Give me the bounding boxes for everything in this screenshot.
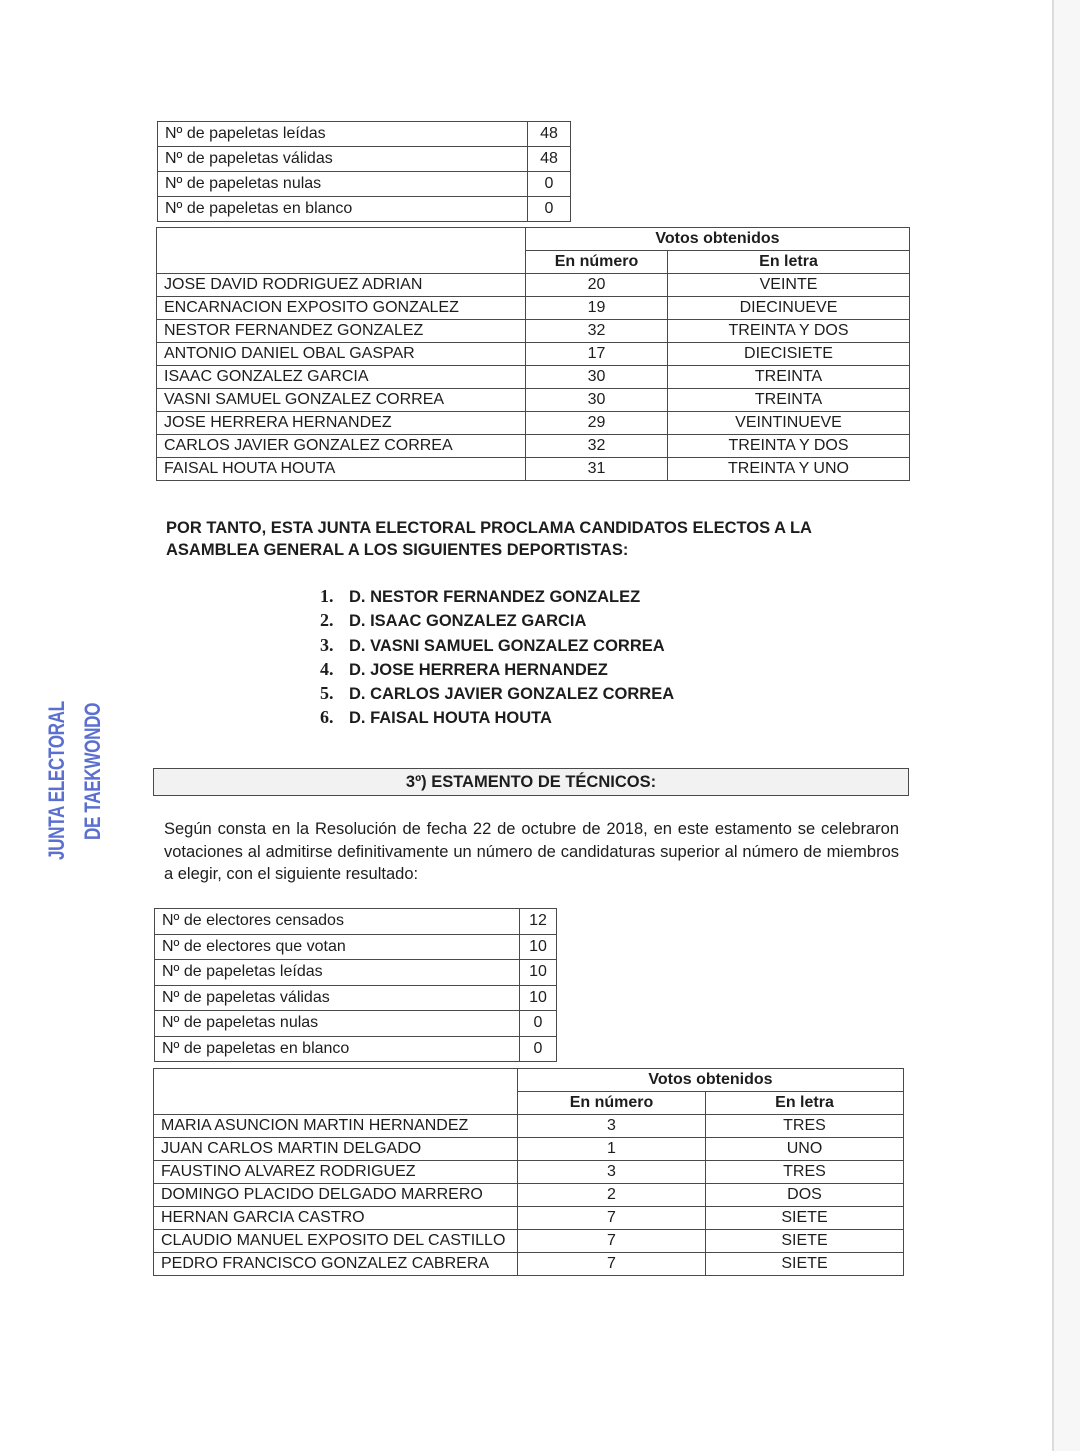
elected-name: D. FAISAL HOUTA HOUTA — [349, 709, 552, 728]
table-row — [157, 343, 910, 366]
stats-row — [155, 934, 557, 960]
elected-list — [320, 585, 674, 731]
stamp-line-1: JUNTA ELECTORAL — [44, 701, 69, 860]
candidate-name: MARIA ASUNCION MARTIN HERNANDEZ — [154, 1115, 518, 1138]
votes-letter: SIETE — [706, 1253, 904, 1276]
votes-letter: SIETE — [706, 1230, 904, 1253]
stats-label: Nº de papeletas nulas — [158, 172, 528, 197]
votes-number: 2 — [518, 1184, 706, 1207]
list-number: 1. — [320, 586, 334, 606]
stats-label: Nº de electores censados — [155, 909, 520, 935]
list-item — [320, 682, 674, 706]
votes-letter: DIECINUEVE — [668, 297, 910, 320]
candidate-name: CLAUDIO MANUEL EXPOSITO DEL CASTILLO — [154, 1230, 518, 1253]
stats-row — [155, 985, 557, 1011]
votes-number: 32 — [526, 435, 668, 458]
candidate-name: JUAN CARLOS MARTIN DELGADO — [154, 1138, 518, 1161]
stats-label: Nº de papeletas nulas — [155, 1011, 520, 1037]
stats-value: 48 — [528, 122, 571, 147]
candidate-name: DOMINGO PLACIDO DELGADO MARRERO — [154, 1184, 518, 1207]
votes-number: 1 — [518, 1138, 706, 1161]
votes-table — [156, 227, 910, 481]
candidate-name: VASNI SAMUEL GONZALEZ CORREA — [157, 389, 526, 412]
stats-row — [158, 147, 571, 172]
stats-value: 10 — [520, 934, 557, 960]
list-item — [320, 585, 674, 609]
list-item — [320, 634, 674, 658]
votes-letter: SIETE — [706, 1207, 904, 1230]
votes-header-row — [154, 1069, 904, 1092]
elected-name: D. JOSE HERRERA HERNANDEZ — [349, 660, 608, 679]
table-row — [154, 1230, 904, 1253]
candidate-name: ENCARNACION EXPOSITO GONZALEZ — [157, 297, 526, 320]
votes-number: 3 — [518, 1115, 706, 1138]
resolution-paragraph: Según consta en la Resolución de fecha 22 de octubre de 2018, en este estamento se celebraron votaciones al admitirse definitivamente un número de candidaturas superior al número de miembros a elegir, con el siguiente resultado: — [164, 820, 899, 883]
votes-letter: TRES — [706, 1161, 904, 1184]
candidate-name: NESTOR FERNANDEZ GONZALEZ — [157, 320, 526, 343]
stats-value: 10 — [520, 985, 557, 1011]
col-letter-header: En letra — [668, 251, 910, 274]
elected-name: D. ISAAC GONZALEZ GARCIA — [349, 612, 587, 631]
votes-letter: TREINTA Y DOS — [668, 320, 910, 343]
stats-row — [158, 122, 571, 147]
votes-number: 7 — [518, 1230, 706, 1253]
votes-number: 19 — [526, 297, 668, 320]
candidate-name: JOSE HERRERA HERNANDEZ — [157, 412, 526, 435]
blank-header-cell — [157, 228, 526, 274]
candidate-name: ISAAC GONZALEZ GARCIA — [157, 366, 526, 389]
stats-value: 0 — [528, 172, 571, 197]
votes-number: 7 — [518, 1207, 706, 1230]
votes-number: 31 — [526, 458, 668, 481]
stats-label: Nº de papeletas leídas — [155, 960, 520, 986]
ballot-stats-table — [154, 908, 557, 1062]
candidate-name: FAUSTINO ALVAREZ RODRIGUEZ — [154, 1161, 518, 1184]
votes-letter: TRES — [706, 1115, 904, 1138]
votes-letter: UNO — [706, 1138, 904, 1161]
votes-letter: TREINTA Y UNO — [668, 458, 910, 481]
stats-value: 12 — [520, 909, 557, 935]
votes-obtained-header: Votos obtenidos — [518, 1069, 904, 1092]
ballot-stats-table — [157, 121, 571, 222]
col-number-header: En número — [518, 1092, 706, 1115]
junta-electoral-stamp — [44, 680, 114, 860]
candidate-name: PEDRO FRANCISCO GONZALEZ CABRERA — [154, 1253, 518, 1276]
table-row — [157, 366, 910, 389]
table-row — [157, 274, 910, 297]
table-row — [154, 1161, 904, 1184]
table-row — [157, 320, 910, 343]
proclamation-text: POR TANTO, ESTA JUNTA ELECTORAL PROCLAMA CANDIDATOS ELECTOS A LA ASAMBLEA GENERAL A LOS SIGUIENTES DEPORTISTAS: — [166, 519, 812, 559]
candidate-name: CARLOS JAVIER GONZALEZ CORREA — [157, 435, 526, 458]
votes-letter: DIECISIETE — [668, 343, 910, 366]
list-number: 2. — [320, 610, 334, 631]
page-margin — [1054, 0, 1080, 1451]
candidate-name: HERNAN GARCIA CASTRO — [154, 1207, 518, 1230]
votes-number: 17 — [526, 343, 668, 366]
list-number: 3. — [320, 634, 334, 655]
table-row — [157, 435, 910, 458]
list-item — [320, 609, 674, 633]
elected-name: D. VASNI SAMUEL GONZALEZ CORREA — [349, 636, 665, 655]
table-row — [157, 297, 910, 320]
stats-value: 48 — [528, 147, 571, 172]
list-number: 6. — [320, 707, 334, 728]
stats-row — [155, 1011, 557, 1037]
stats-label: Nº de papeletas en blanco — [155, 1036, 520, 1062]
votes-number: 30 — [526, 366, 668, 389]
stamp-line-2: DE TAEKWONDO — [80, 702, 105, 840]
table-row — [154, 1184, 904, 1207]
votes-letter: VEINTINUEVE — [668, 412, 910, 435]
votes-number: 7 — [518, 1253, 706, 1276]
table-row — [154, 1115, 904, 1138]
section-title: 3º) ESTAMENTO DE TÉCNICOS: — [153, 768, 909, 796]
table-row — [154, 1138, 904, 1161]
votes-table — [153, 1068, 904, 1276]
votes-letter: TREINTA — [668, 366, 910, 389]
stats-value: 10 — [520, 960, 557, 986]
stats-value: 0 — [520, 1011, 557, 1037]
list-number: 4. — [320, 658, 334, 679]
table-row — [154, 1253, 904, 1276]
stats-row — [155, 960, 557, 986]
list-item — [320, 706, 674, 730]
votes-number: 20 — [526, 274, 668, 297]
votes-letter: VEINTE — [668, 274, 910, 297]
votes-number: 32 — [526, 320, 668, 343]
votes-letter: TREINTA — [668, 389, 910, 412]
candidate-name: JOSE DAVID RODRIGUEZ ADRIAN — [157, 274, 526, 297]
stats-row — [155, 1036, 557, 1062]
col-letter-header: En letra — [706, 1092, 904, 1115]
stats-row — [158, 172, 571, 197]
stats-value: 0 — [520, 1036, 557, 1062]
table-row — [157, 458, 910, 481]
votes-header-row — [157, 228, 910, 251]
stats-value: 0 — [528, 197, 571, 222]
votes-letter: DOS — [706, 1184, 904, 1207]
list-item — [320, 658, 674, 682]
stats-row — [155, 909, 557, 935]
stats-label: Nº de papeletas válidas — [158, 147, 528, 172]
votes-obtained-header: Votos obtenidos — [526, 228, 910, 251]
votes-number: 29 — [526, 412, 668, 435]
votes-letter: TREINTA Y DOS — [668, 435, 910, 458]
candidate-name: ANTONIO DANIEL OBAL GASPAR — [157, 343, 526, 366]
votes-number: 30 — [526, 389, 668, 412]
stats-label: Nº de electores que votan — [155, 934, 520, 960]
blank-header-cell — [154, 1069, 518, 1115]
stats-label: Nº de papeletas válidas — [155, 985, 520, 1011]
list-number: 5. — [320, 683, 334, 704]
table-row — [157, 412, 910, 435]
stats-label: Nº de papeletas en blanco — [158, 197, 528, 222]
table-row — [157, 389, 910, 412]
votes-number: 3 — [518, 1161, 706, 1184]
elected-name: D. CARLOS JAVIER GONZALEZ CORREA — [349, 685, 675, 704]
table-row — [154, 1207, 904, 1230]
col-number-header: En número — [526, 251, 668, 274]
stats-row — [158, 197, 571, 222]
elected-name: D. NESTOR FERNANDEZ GONZALEZ — [349, 588, 641, 606]
stats-label: Nº de papeletas leídas — [158, 122, 528, 147]
candidate-name: FAISAL HOUTA HOUTA — [157, 458, 526, 481]
